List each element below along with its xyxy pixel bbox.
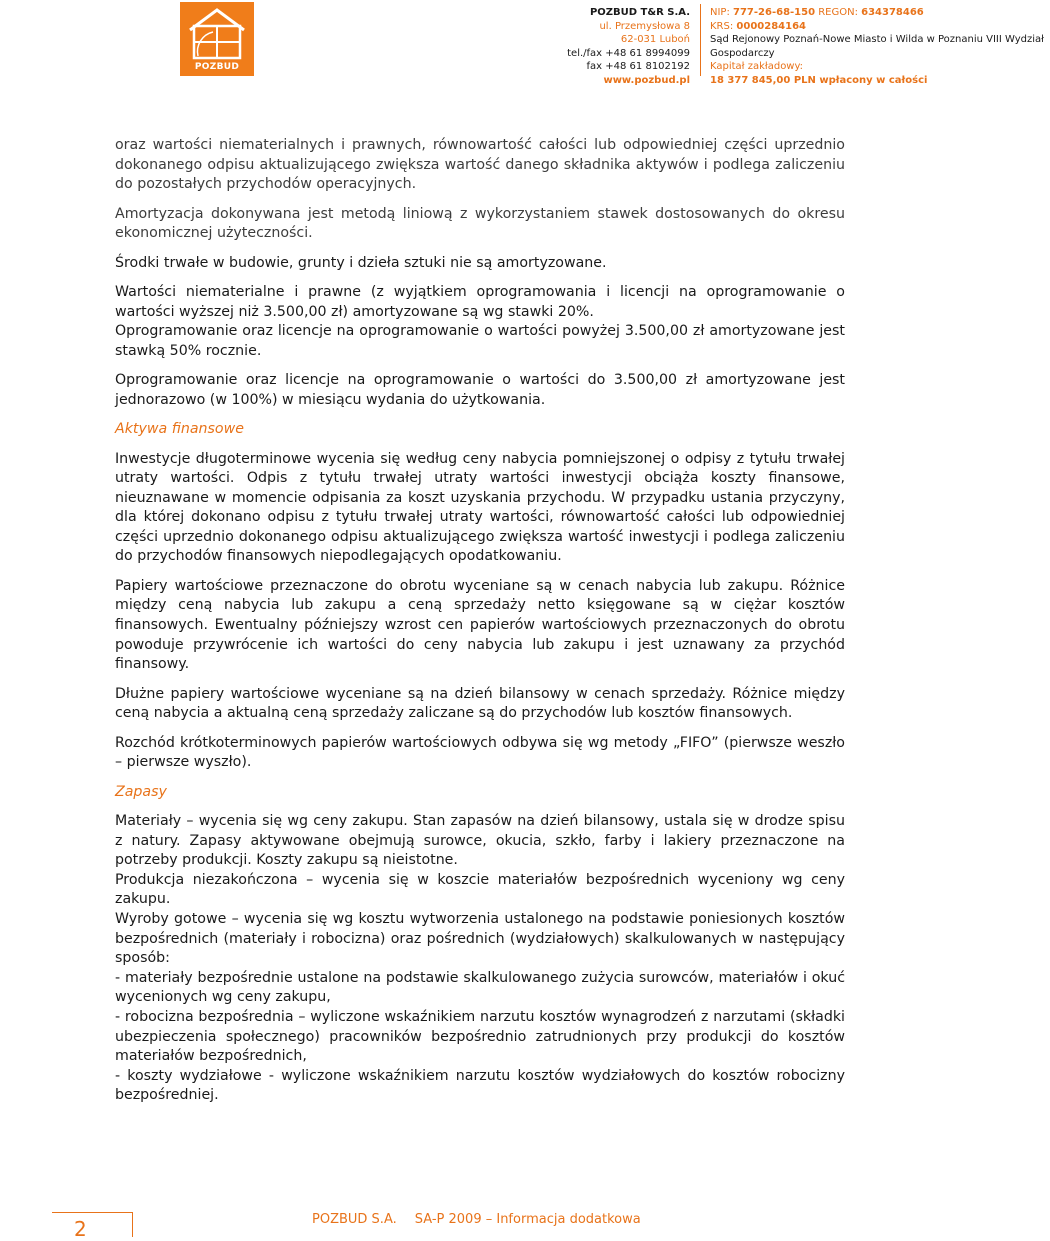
paragraph-software-under-threshold: Oprogramowanie oraz licencje na oprogramowanie o wartości do 3.500,00 zł amortyzowane jest jednorazowo (w 100%) w miesiącu wydania do użytkowania. (115, 372, 845, 408)
capital-value: 18 377 845,00 PLN wpłacony w całości (710, 74, 928, 86)
capital-label: Kapitał zakładowy: (710, 61, 804, 73)
krs-value: 0000284164 (736, 20, 806, 32)
registration-info (710, 6, 1050, 88)
paragraph-materials: Materiały – wycenia się wg ceny zakupu. Stan zapasów na dzień bilansowy, ustala się w drodze spisu z natury. Zapasy aktywowane obejmują surowce, okucia, szkło, farby i lakiery przeznaczone na potrzeby produkcji. Koszty zakupu są nieistotne. (115, 812, 845, 869)
section-heading-inventory: Zapasy (115, 783, 167, 800)
krs-label: KRS: (710, 20, 737, 32)
phone-number: tel./fax +48 61 8994099 (567, 47, 690, 59)
paragraph-intangibles-rate: Wartości niematerialne i prawne (z wyjątkiem oprogramowania i licencji na oprogramowanie o wartości wyższej niż 3.500,00 zł) amortyzowane są wg stawki 20%. (115, 283, 845, 320)
address-street: ul. Przemysłowa 8 (599, 20, 690, 32)
paragraph-trading-securities: Papiery wartościowe przeznaczone do obrotu wyceniane są w cenach nabycia lub zakupu. Różnice między ceną nabycia lub zakupu a ceną sprzedaży netto księgowane są w ciężar kosztów finansowych. Ewentualny późniejszy wzrost cen papierów wartościowych przeznaczonych do obrotu powoduje przywrócenie ich wartości do ceny nabycia lub zakupu i jest uznawany za przychód finansowy. (115, 577, 845, 673)
list-item-direct-labour: - robocizna bezpośrednia – wyliczone wskaźnikiem narzutu kosztów wynagrodzeń z narzutami (składki ubezpieczenia społecznego) pracowników bezpośrednio zatrudnionych przy produkcji do kosztów materiałów bezpośrednich, (115, 1008, 845, 1065)
nip-value: 777-26-68-150 (733, 7, 816, 18)
paragraph-depreciation-method: Amortyzacja dokonywana jest metodą liniową z wykorzystaniem stawek dostosowanych do okresu ekonomicznej użyteczności. (115, 205, 845, 242)
paragraph-revaluation: oraz wartości niematerialnych i prawnych, równowartość całości lub odpowiedniej części uprzednio dokonanego odpisu aktualizującego zwiększa wartość danego składnika aktywów i podlega zaliczeniu do pozostałych przychodów operacyjnych. (115, 137, 845, 193)
address-postal: 62-031 Luboń (620, 34, 690, 46)
fax-number: fax +48 61 8102192 (586, 61, 690, 73)
footer-rule (52, 1212, 132, 1213)
company-address (426, 6, 690, 88)
footer-report-title: SA-P 2009 – Informacja dodatkowa (414, 1212, 641, 1227)
page-number: 2 (74, 1217, 87, 1241)
paragraph-finished-goods: Wyroby gotowe – wycenia się wg kosztu wytworzenia ustalonego na podstawie poniesionych kosztów bezpośrednich (materiały i robocizna) oraz pośrednich (wydziałowych) skalkulowanych w następujący sposób: (115, 910, 845, 967)
paragraph-work-in-progress: Produkcja niezakończona – wycenia się w koszcie materiałów bezpośrednich wyceniony wg ceny zakupu. (115, 871, 845, 908)
website-link[interactable]: www.pozbud.pl (603, 74, 690, 86)
section-heading-financial-assets: Aktywa finansowe (115, 421, 244, 438)
paragraph-debt-securities: Dłużne papiery wartościowe wyceniane są na dzień bilansowy w cenach sprzedaży. Różnice między ceną nabycia a aktualną ceną sprzedaży zaliczane są do przychodów lub kosztów finansowych. (115, 685, 845, 722)
footer-caption (312, 1212, 659, 1227)
header-divider (700, 4, 701, 76)
paragraph-non-depreciated: Środki trwałe w budowie, grunty i dzieła sztuki nie są amortyzowane. (115, 254, 607, 271)
logo-text: POZBUD (194, 62, 240, 72)
company-logo (180, 2, 254, 76)
regon-value: 634378466 (861, 7, 924, 18)
company-name: POZBUD T&R S.A. (589, 7, 690, 18)
list-item-direct-materials: - materiały bezpośrednie ustalone na podstawie skalkulowanego zużycia surowców, materiałów i okuć wycenionych wg ceny zakupu, (115, 969, 845, 1006)
court-line-2: Gospodarczy (710, 47, 775, 59)
footer-vertical-rule (132, 1212, 133, 1237)
regon-label: REGON: (815, 7, 862, 18)
letterhead (180, 2, 1044, 86)
paragraph-fifo: Rozchód krótkoterminowych papierów wartościowych odbywa się wg metody „FIFO” (pierwsze weszło – pierwsze wyszło). (115, 734, 845, 771)
paragraph-long-term-investments: Inwestycje długoterminowe wycenia się według ceny nabycia pomniejszonej o odpisy z tytułu trwałej utraty wartości. Odpis z tytułu trwałej utraty wartości inwestycji obciąża koszty finansowe, nieuznawane w momencie odpisania za koszt uzyskania przychodu. W przypadku ustania przyczyny, dla której dokonano odpisu z tytułu trwałej utraty wartości, równowartość całości lub odpowiedniej części uprzednio dokonanego odpisu aktualizującego zwiększa wartość inwestycji i podlega zaliczeniu do przychodów finansowych niepodlegających opodatkowaniu. (115, 450, 845, 565)
window-icon (180, 2, 254, 64)
court-line-1: Sąd Rejonowy Poznań-Nowe Miasto i Wilda w Poznaniu VIII Wydział (710, 34, 1044, 46)
document-body (115, 136, 845, 1106)
nip-label: NIP: (710, 7, 734, 18)
paragraph-software-over-threshold: Oprogramowanie oraz licencje na oprogramowanie o wartości powyżej 3.500,00 zł amortyzowane jest stawką 50% rocznie. (115, 323, 845, 359)
list-item-overhead: - koszty wydziałowe - wyliczone wskaźnikiem narzutu kosztów wydziałowych do kosztów robocizny bezpośredniej. (115, 1067, 845, 1104)
footer-company: POZBUD S.A. (312, 1212, 397, 1227)
